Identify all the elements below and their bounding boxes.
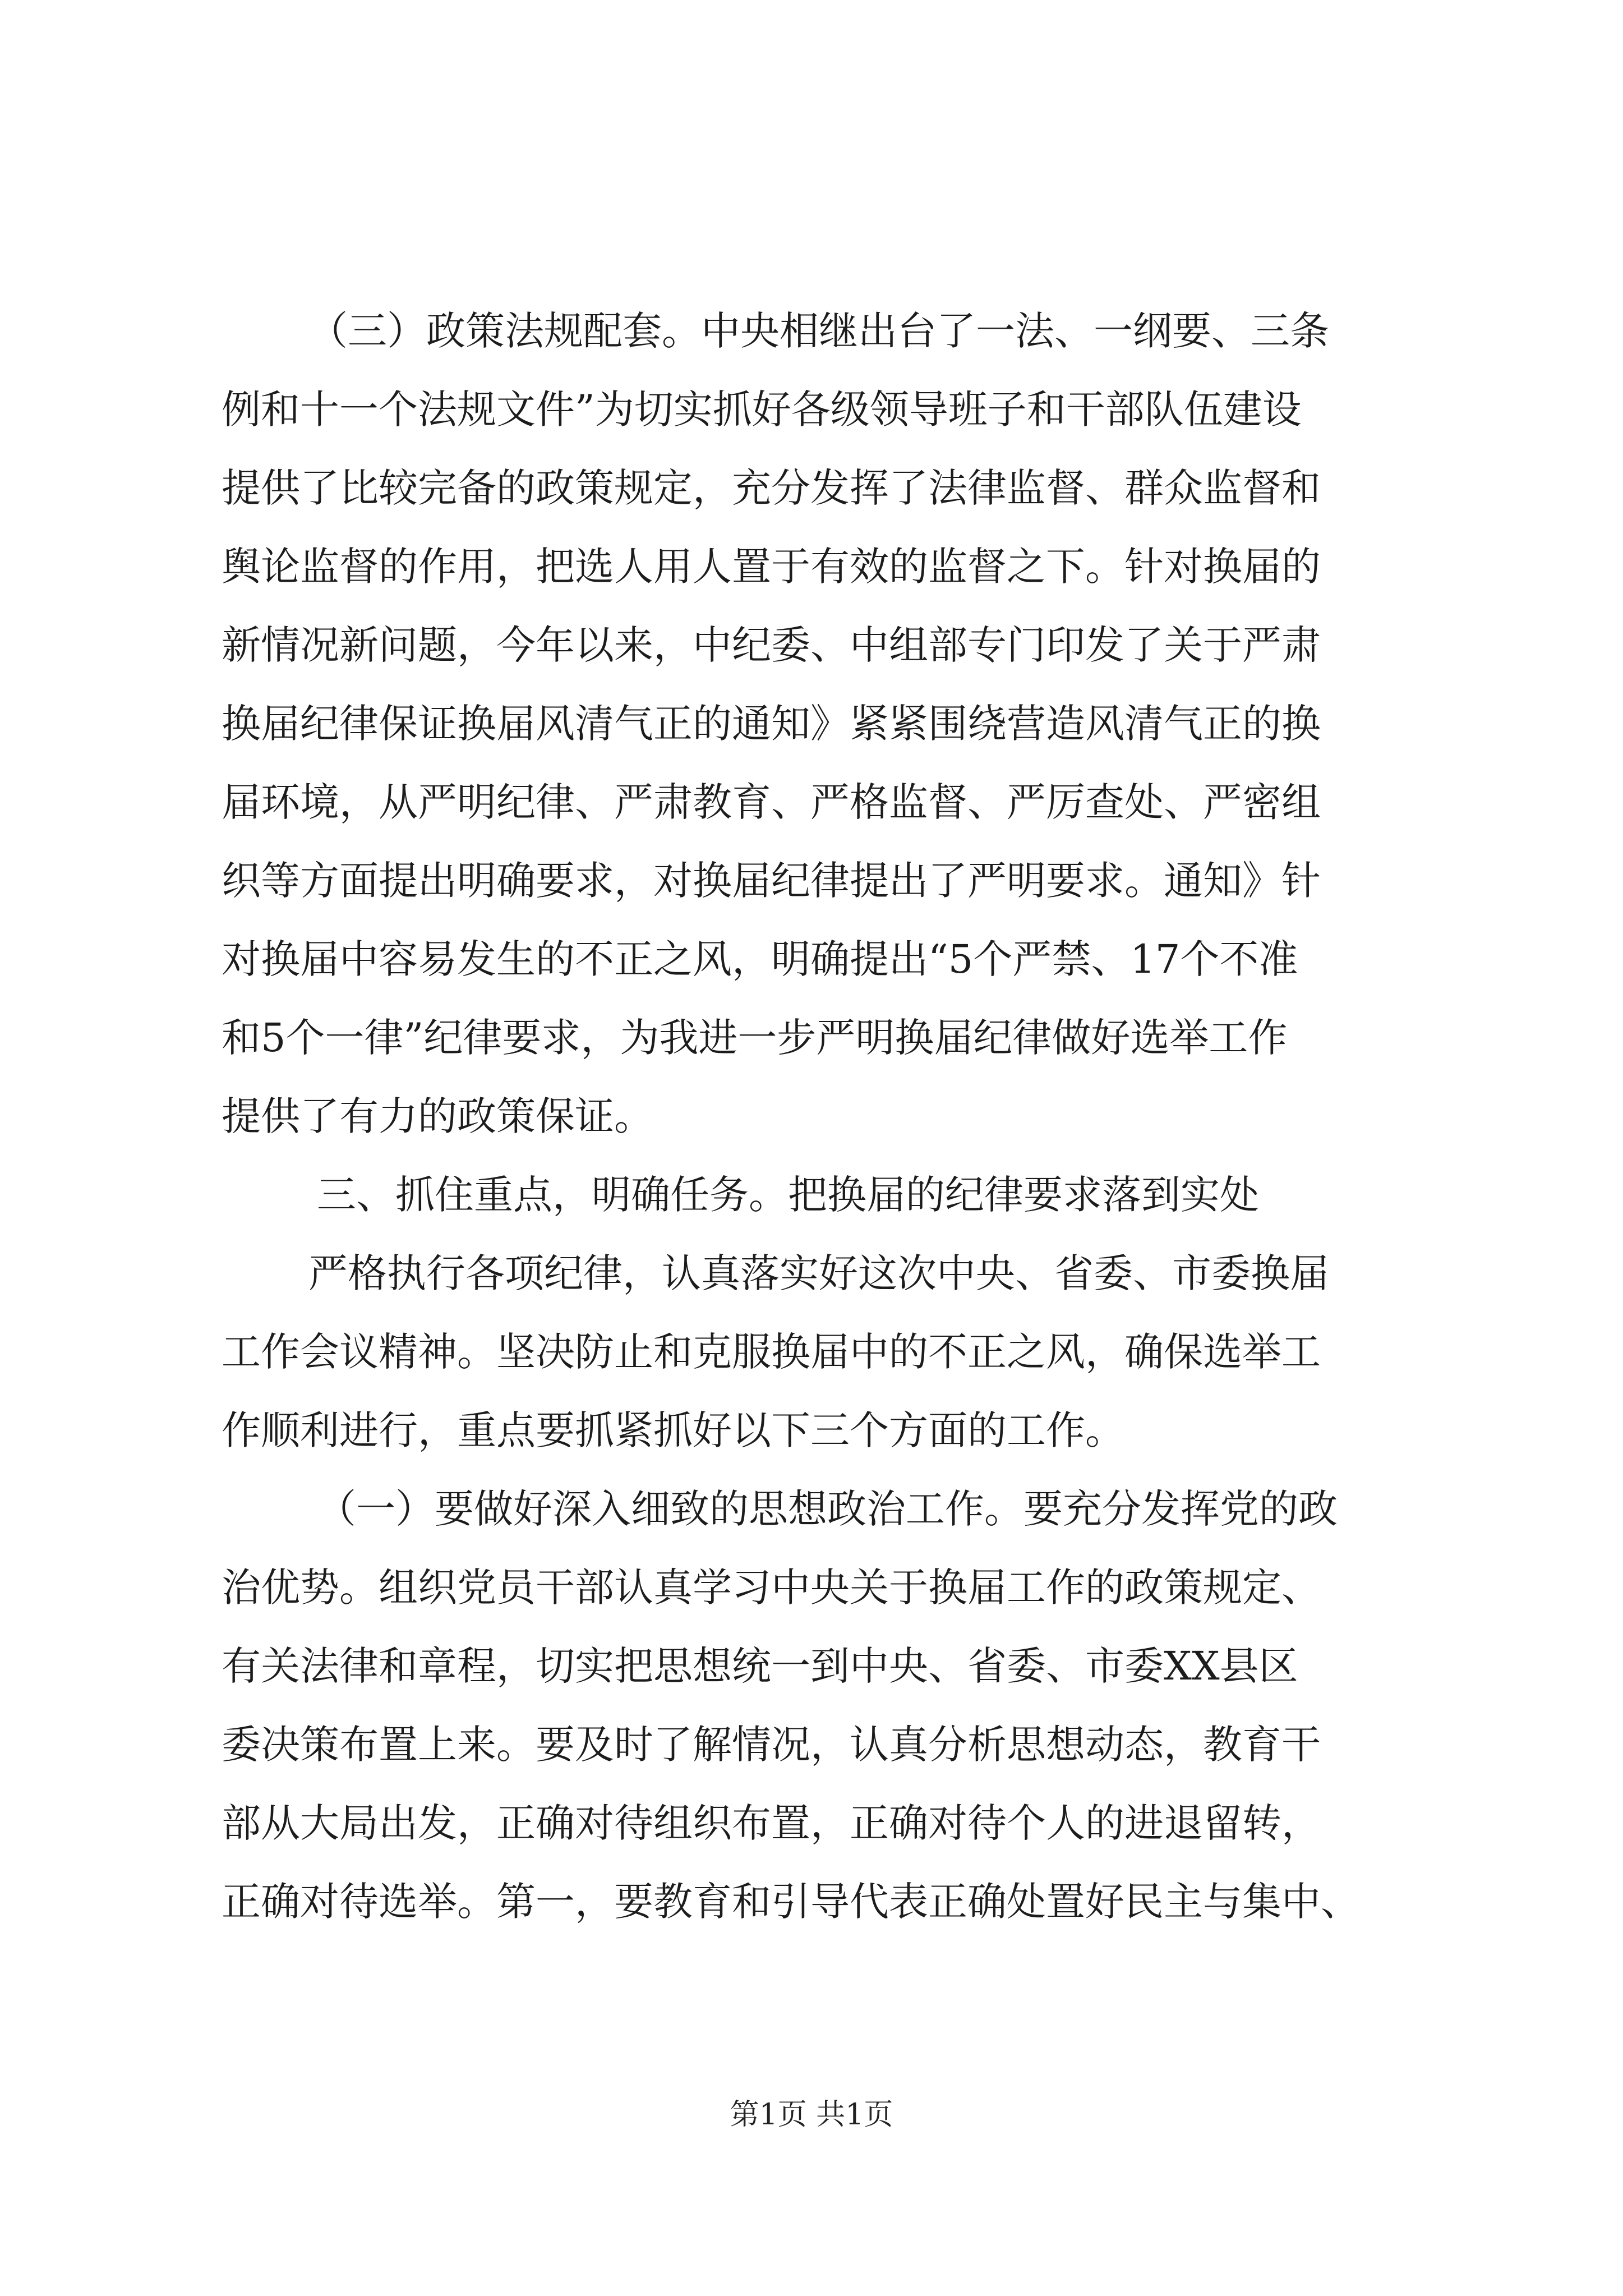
paragraph-line: 对换届中容易发生的不正之风，明确提出“5个严禁、17个不准	[222, 936, 1298, 982]
paragraph-line: 部从大局出发，正确对待组织布置，正确对待个人的进退留转，	[222, 1800, 1321, 1846]
paragraph-line: 提供了比较完备的政策规定，充分发挥了法律监督、群众监督和	[222, 465, 1321, 511]
paragraph-line: 换届纪律保证换届风清气正的通知》紧紧围绕营造风清气正的换	[222, 701, 1321, 747]
paragraph-line: 织等方面提出明确要求，对换届纪律提出了严明要求。通知》针	[222, 858, 1321, 904]
paragraph-line: 有关法律和章程，切实把思想统一到中央、省委、市委XX县区	[222, 1643, 1298, 1689]
page-footer: 第1页 共1页	[730, 2098, 893, 2132]
paragraph-line: 委决策布置上来。要及时了解情况，认真分析思想动态，教育干	[222, 1722, 1321, 1768]
paragraph-line: 舆论监督的作用，把选人用人置于有效的监督之下。针对换届的	[222, 544, 1321, 590]
paragraph-1-heading-line: （一）要做好深入细致的思想政治工作。要充分发挥党的政	[317, 1486, 1338, 1532]
paragraph-line: 提供了有力的政策保证。	[222, 1093, 653, 1139]
paragraph-line: 例和十一个法规文件”为切实抓好各级领导班子和干部队伍建设	[222, 386, 1302, 432]
paragraph-line: 工作会议精神。坚决防止和克服换届中的不正之风，确保选举工	[222, 1329, 1321, 1375]
paragraph-3-heading-line: （三）政策法规配套。中央相继出台了一法、一纲要、三条	[308, 308, 1329, 354]
paragraph-line: 届环境，从严明纪律、严肃教育、严格监督、严厉查处、严密组	[222, 779, 1321, 825]
paragraph-line: 作顺利进行，重点要抓紧抓好以下三个方面的工作。	[222, 1407, 1124, 1453]
paragraph-line: 和5个一律”纪律要求，为我进一步严明换届纪律做好选举工作	[222, 1015, 1288, 1061]
paragraph-line: 正确对待选举。第一，要教育和引导代表正确处置好民主与集中、	[222, 1879, 1360, 1925]
paragraph-line: 严格执行各项纪律，认真落实好这次中央、省委、市委换届	[308, 1250, 1329, 1296]
paragraph-line: 治优势。组织党员干部认真学习中央关于换届工作的政策规定、	[222, 1565, 1321, 1611]
paragraph-line: 新情况新问题，今年以来，中纪委、中组部专门印发了关于严肃	[222, 622, 1321, 668]
section-heading: 三、抓住重点，明确任务。把换届的纪律要求落到实处	[317, 1172, 1259, 1218]
